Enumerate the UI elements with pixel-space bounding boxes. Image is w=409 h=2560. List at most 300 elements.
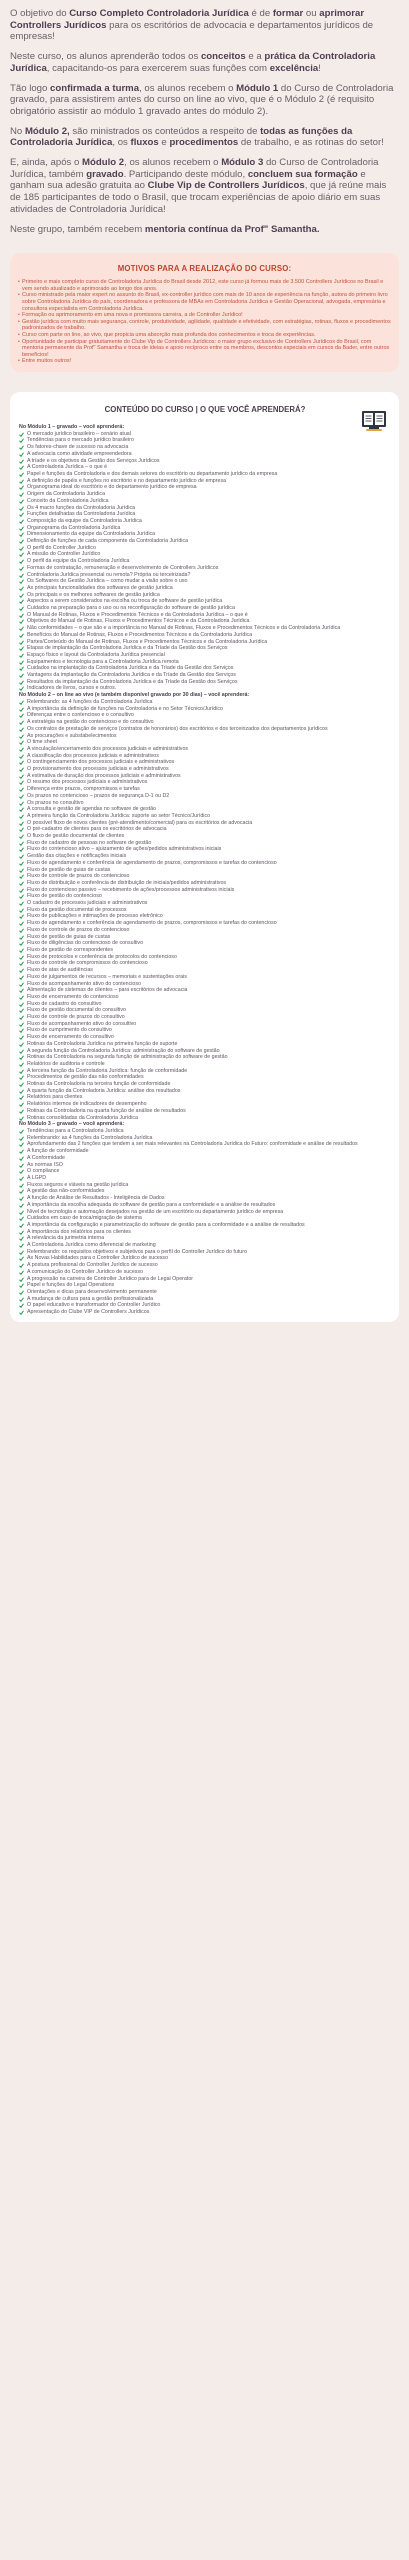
topic-item [19, 853, 391, 860]
topic-item [19, 1168, 391, 1175]
topic-item [19, 1249, 391, 1256]
topic-label: Etapas de implantação da Controladoria Jurídica e da Tríade da Gestão dos Serviços [27, 645, 228, 652]
check-icon [19, 854, 24, 859]
topic-item [19, 464, 391, 471]
topic-item [19, 478, 391, 485]
check-icon [19, 941, 24, 946]
topic-label: Fluxo de gestão de correspondentes [27, 947, 113, 953]
topic-label: Fluxo de encerramento do contencioso [27, 993, 119, 1000]
check-icon [19, 928, 24, 933]
topic-label: A Controladoria Jurídica como diferencial de marketing [27, 1242, 156, 1249]
topic-label: Fluxo de controle de prazos do contencioso [27, 873, 130, 880]
topic-item [19, 1094, 391, 1101]
topic-item [19, 746, 391, 753]
topic-label: A LGPD [27, 1175, 47, 1181]
topic-label: A segunda função da Controladoria Jurídica: administração do software de gestão [27, 1047, 220, 1054]
topic-label: A comunicação do Controller Jurídico de sucesso [27, 1268, 144, 1275]
book-icon [361, 410, 387, 432]
check-icon [19, 1129, 24, 1134]
topic-label: O compliance [27, 1168, 60, 1175]
topic-item [19, 967, 391, 974]
check-icon [19, 1183, 24, 1188]
intro-emphasis: formar [272, 8, 304, 19]
topic-item [19, 652, 391, 659]
intro-emphasis: Módulo 1 [236, 82, 279, 94]
check-icon [19, 485, 24, 490]
topic-label: Fluxo de cadastro do consultivo [27, 1000, 102, 1007]
check-icon [19, 640, 24, 645]
topic-label: Fluxo de acompanhamento ativo do contencioso [27, 980, 141, 987]
topic-item [19, 1242, 391, 1249]
topic-item [19, 1202, 391, 1209]
check-icon [19, 599, 24, 604]
intro-emphasis: prática da Controladoria Jurídica [10, 51, 376, 74]
check-icon [19, 459, 24, 464]
topic-item [19, 639, 391, 646]
topic-label: Tendências para o mercado jurídico brasileiro [27, 437, 134, 444]
topic-label: O perfil da equipe da Controladoria Jurídica [27, 558, 130, 565]
topic-item [19, 873, 391, 880]
check-icon [19, 1156, 24, 1161]
topic-label: Funções detalhadas da Controladoria Jurídica [27, 511, 136, 518]
topic-label: Os principais e os melhores softwares de gestão jurídica [27, 591, 160, 598]
topic-label: A importância dos relatórios para os clientes [27, 1228, 131, 1235]
topic-label: Relatórios para clientes [27, 1094, 83, 1101]
topic-item [19, 592, 391, 599]
topic-label: Fluxo de controle de prazos do consultivo [27, 1014, 125, 1021]
check-icon [19, 935, 24, 940]
topic-label: A terceira função da Controladoria Jurídica: função de conformidade [27, 1067, 188, 1074]
topic-label: As principais funcionalidades dos softwares de gestão jurídica [27, 584, 173, 591]
check-icon [19, 827, 24, 832]
topic-item [19, 598, 391, 605]
check-icon [19, 1250, 24, 1255]
check-icon [19, 579, 24, 584]
check-icon [19, 573, 24, 578]
topic-label: Fluxo de cadastro de pessoas no software de gestão [27, 839, 152, 846]
check-icon [19, 653, 24, 658]
topic-label: O resumo dos processos judiciais e administrativos [27, 779, 148, 786]
check-icon [19, 646, 24, 651]
topic-label: Cuidados na preparação para o uso ou na reconfiguração do software de gestão jurídica [27, 605, 235, 612]
intro-text: Neste curso, os alunos aprenderão todos os [10, 51, 201, 63]
topic-item [19, 431, 391, 438]
topic-label: Procedimentos de gestão das não conformidades [27, 1074, 144, 1081]
check-icon [19, 432, 24, 437]
topic-label: Relatórios internos de indicadores de desempenho [27, 1101, 147, 1108]
check-icon [19, 1310, 24, 1315]
check-icon [19, 713, 24, 718]
topic-item [19, 1255, 391, 1262]
topic-item [19, 625, 391, 632]
check-icon [19, 780, 24, 785]
check-icon [19, 861, 24, 866]
check-icon [19, 874, 24, 879]
check-icon [19, 894, 24, 899]
topic-item [19, 1141, 391, 1148]
topic-item [19, 1215, 391, 1222]
topic-label: Organograma da Controladoria Jurídica [27, 524, 121, 531]
topic-label: A gestão das não-conformidades [27, 1188, 105, 1195]
topic-item [19, 1081, 391, 1088]
check-icon [19, 1055, 24, 1060]
topic-item [19, 779, 391, 786]
intro-emphasis: concluem sua formação [247, 168, 358, 180]
topic-item [19, 1014, 391, 1021]
intro-text: E, ainda, após o [10, 157, 83, 169]
topic-label: Vantagens da implantação da Controladoria Jurídica e da Tríade da Gestão dos Serviços [27, 672, 236, 679]
topic-label: Fluxo do contencioso ativo – ajuizamento de ações/pedidos administrativos iniciais [27, 846, 222, 853]
topic-label: Fluxo de publicações e intimações de processo eletrônico [27, 913, 163, 920]
module-heading: No Módulo 2 – on line ao vivo (e também disponível gravado por 30 dias) – você aprenderá: [19, 692, 250, 699]
check-icon [19, 452, 24, 457]
check-icon [19, 438, 24, 443]
topic-label: Fluxo de agendamento e conferência de agendamento de prazos, compromissos e tarefas do contencioso [27, 859, 277, 866]
topic-label: Os contratos de prestação de serviços (contratos de honorários) dos escritórios e dos terceirizados dos departamentos jurídicos [27, 725, 328, 732]
topic-item [19, 960, 391, 967]
intro-emphasis: gravado [86, 168, 124, 180]
topic-item [19, 551, 391, 558]
intro-paragraph [10, 8, 399, 43]
topic-label: A importância da escolha adequada do software de gestão para a conformidade e a análise de resultados [27, 1201, 276, 1208]
topic-label: A progressão na carreira de Controller Jurídico para de Legal Operator [27, 1275, 194, 1282]
check-icon [19, 948, 24, 953]
topic-label: Os prazos no consultivo [27, 799, 84, 806]
check-icon [19, 526, 24, 531]
topic-item [19, 1229, 391, 1236]
topic-label: Alimentação de sistemas de clientes – para escritórios de advocacia [27, 987, 188, 994]
intro-paragraph [10, 224, 399, 236]
topic-item [19, 840, 391, 847]
topic-item [19, 538, 391, 545]
topic-label: Conceito da Controladoria Jurídica [27, 497, 109, 504]
topic-item [19, 1148, 391, 1155]
intro-text: No [10, 125, 25, 137]
check-icon [19, 707, 24, 712]
topic-label: Os fatores-chave de sucesso na advocacia [27, 444, 129, 451]
topic-label: Formas de contratação, remuneração e desenvolvimento de Controllers Jurídicos [27, 564, 219, 571]
topic-item [19, 498, 391, 505]
motivo-item: • Oportunidade de participar gratuitamente do Clube Vip de Controllers Jurídicos: o maior grupo exclusivo de Controllers Jurídicos do Brasil, com mentoria permanente da Prof" Samantha e troca de ideias e apoio recíproco entre os membros, descontos especiais em cursos da Bader, entre outros benefícios! [18, 339, 391, 359]
check-icon [19, 1109, 24, 1114]
topic-label: Rotinas da Controladoria Jurídica na primeira função de suporte [27, 1040, 178, 1047]
check-icon [19, 1163, 24, 1168]
motivo-item: • Formação ou aprimoramento em uma nova e promissora carreira, a de Controller Jurídico! [18, 312, 391, 319]
topic-item [19, 1276, 391, 1283]
check-icon [19, 1089, 24, 1094]
topic-label: As normas ISO [27, 1161, 63, 1168]
check-icon [19, 519, 24, 524]
check-icon [19, 1082, 24, 1087]
motivo-item: • Curso ministrado pela maior expert no assunto do Brasil, ex-controller jurídico com mais de 10 anos de experiência na função, autora do primeiro livro sobre Controladoria Jurídica do país, coordenadora e professora de MBAs em Controladoria Jurídica e Gestão Operacional, advogada, empresária e consultora especialista em Controladoria Jurídica. [18, 292, 391, 312]
topic-label: Fluxo de gestão documental do consultivo [27, 1007, 126, 1014]
check-icon [19, 1169, 24, 1174]
topic-label: O time sheet [27, 739, 58, 746]
topic-label: O papel educativo e transformador do Controller Jurídico [27, 1302, 161, 1309]
intro-emphasis: todas as funções da Controladoria Jurídica [10, 125, 353, 149]
check-icon [19, 787, 24, 792]
topic-item [19, 800, 391, 807]
topic-label: Fluxo de distribuição e conferência de distribuição de iniciais/pedidos administrativos [27, 879, 227, 886]
topic-label: A primeira função da Controladoria Jurídica: suporte ao setor Técnico/Jurídico [27, 812, 211, 819]
check-icon [19, 908, 24, 913]
motivo-item: • Gestão jurídica com muito mais segurança, controle, produtividade, agilidade, qualidade e efetividade, com estratégias, rotinas, fluxos e procedimentos padronizados de trabalho. [18, 319, 391, 332]
check-icon [19, 539, 24, 544]
topic-item [19, 518, 391, 525]
topic-label: As procurações e substabelecimentos [27, 732, 117, 739]
check-icon [19, 445, 24, 450]
topic-item [19, 994, 391, 1001]
intro-emphasis: confirmada a turma [50, 82, 140, 94]
modules-list [19, 424, 391, 1316]
topic-item [19, 632, 391, 639]
topic-label: Fluxo de agendamento e conferência de agendamento de prazos, compromissos e tarefas do contencioso [27, 920, 277, 927]
topic-item [19, 645, 391, 652]
topic-label: O pré-cadastro de clientes para os escritórios de advocacia [27, 826, 167, 833]
check-icon [19, 1203, 24, 1208]
topic-label: Diferença entre prazos, compromissos e tarefas [27, 786, 140, 793]
topic-label: A função de conformidade [27, 1148, 89, 1155]
topic-label: Aspectos a serem considerados na escolha ou troca de software de gestão jurídica [27, 598, 223, 605]
topic-item [19, 679, 391, 686]
intro-emphasis: Módulo 2 [82, 157, 125, 169]
topic-label: A missão do Controller Jurídico [27, 551, 101, 558]
topic-item [19, 880, 391, 887]
topic-item [19, 806, 391, 813]
check-icon [19, 479, 24, 484]
check-icon [19, 961, 24, 966]
motivo-item: • Curso com parte on line, ao vivo, que propicia uma absorção mais profunda dos conhecimentos e troca de experiências. [18, 332, 391, 339]
check-icon [19, 619, 24, 624]
topic-item [19, 525, 391, 532]
check-icon [19, 1176, 24, 1181]
intro-text: são ministrados os conteúdos a respeito de [69, 125, 261, 137]
topic-item [19, 920, 391, 927]
topic-label: Relembrando: as 4 funções da Controladoria Jurídica [27, 698, 153, 705]
topic-item [19, 699, 391, 706]
check-icon [19, 1042, 24, 1047]
topic-item [19, 585, 391, 592]
check-icon [19, 1256, 24, 1261]
topic-label: O cadastro de processos judiciais e administrativos [27, 900, 148, 907]
topic-item [19, 887, 391, 894]
topic-item [19, 1034, 391, 1041]
topic-item [19, 712, 391, 719]
topic-label: A Conformidade [27, 1154, 65, 1161]
topic-item [19, 1289, 391, 1296]
topic-item [19, 900, 391, 907]
intro-text: Tão logo [10, 82, 51, 94]
topic-item [19, 833, 391, 840]
intro-section [0, 0, 409, 247]
intro-paragraph [10, 157, 399, 216]
topic-label: Fluxo da gestão documental de processos [27, 906, 127, 913]
check-icon [19, 914, 24, 919]
topic-label: Cuidados em caso de troca/migração de sistema [27, 1215, 142, 1222]
check-icon [19, 593, 24, 598]
intro-emphasis: mentoria contínua da Prof" Samantha. [144, 223, 320, 235]
check-icon [19, 1216, 24, 1221]
topic-item [19, 860, 391, 867]
check-icon [19, 1142, 24, 1147]
intro-emphasis: Módulo 2, [24, 125, 70, 137]
check-icon [19, 747, 24, 752]
topic-label: A consulta e gestão de agendas no software de gestão [27, 806, 156, 813]
topic-item [19, 934, 391, 941]
topic-item [19, 612, 391, 619]
intro-paragraph [10, 126, 399, 149]
topic-label: Dimensionamento da equipe da Controladoria Jurídica [27, 531, 156, 538]
intro-text: é de [248, 8, 273, 19]
topic-item [19, 491, 391, 498]
check-icon [19, 1015, 24, 1020]
intro-text: e a [245, 51, 265, 63]
topic-item [19, 1175, 391, 1182]
topic-item [19, 1128, 391, 1135]
topic-item [19, 471, 391, 478]
check-icon [19, 1263, 24, 1268]
topic-item [19, 813, 391, 820]
motivos-card [10, 253, 399, 372]
topic-label: Fluxo de diligências do contencioso de consultivo [27, 940, 144, 947]
topic-item [19, 558, 391, 565]
topic-label: Organograma ideal do escritório e do departamento jurídico de empresa [27, 484, 197, 491]
topic-item [19, 826, 391, 833]
topic-label: Espaço físico e layout da Controladoria Jurídica presencial [27, 651, 165, 658]
check-icon [19, 566, 24, 571]
intro-text: , os alunos recebem o [124, 157, 222, 169]
topic-item [19, 726, 391, 733]
check-icon [19, 512, 24, 517]
topic-label: Composição da equipe da Controladoria Jurídica [27, 517, 142, 524]
topic-label: As Novas Habilidades para o Controller Jurídico de sucesso [27, 1255, 169, 1262]
check-icon [19, 1102, 24, 1107]
check-icon [19, 1095, 24, 1100]
check-icon [19, 767, 24, 772]
topic-item [19, 451, 391, 458]
check-icon [19, 801, 24, 806]
topic-item [19, 786, 391, 793]
topic-item [19, 1262, 391, 1269]
check-icon [19, 465, 24, 470]
check-icon [19, 1022, 24, 1027]
intro-emphasis: procedimentos [169, 137, 239, 149]
topic-item [19, 458, 391, 465]
topic-label: A relevância da jurimetria interna [27, 1235, 105, 1242]
topic-item [19, 1074, 391, 1081]
topic-item [19, 1302, 391, 1309]
topic-item [19, 484, 391, 491]
topic-label: Fluxo de protocolos e conferência de protocolos do contencioso [27, 953, 177, 960]
motivos-list [18, 279, 391, 365]
intro-text: Neste grupo, também recebem [10, 223, 145, 235]
topic-item [19, 1162, 391, 1169]
check-icon [19, 760, 24, 765]
topic-item [19, 578, 391, 585]
topic-label: O provisionamento dos processos judiciais e administrativos [27, 766, 169, 773]
topic-item [19, 1209, 391, 1216]
check-icon [19, 499, 24, 504]
topic-label: Fluxo de atas de audiências [27, 967, 93, 974]
intro-text: e ganham sua adesão gratuita ao [10, 168, 366, 192]
check-icon [19, 586, 24, 591]
topic-item [19, 505, 391, 512]
topic-item [19, 545, 391, 552]
topic-item [19, 739, 391, 746]
check-icon [19, 868, 24, 873]
topic-item [19, 1101, 391, 1108]
check-icon [19, 1277, 24, 1282]
intro-emphasis: conceitos [200, 51, 246, 63]
check-icon [19, 673, 24, 678]
intro-text: do Curso de Controladoria gravado, para assistirem antes do curso on line ao vivo, que é o Módulo 2 (é requisito obrigatório assistir ao módulo 1 gravado antes do módulo 2). [10, 82, 394, 117]
check-icon [19, 774, 24, 779]
topic-item [19, 753, 391, 760]
topic-item [19, 773, 391, 780]
topic-label: Aprofundamento das 2 funções que tendem a ser mais relevantes na Controladoria Jurídica do Futuro: conformidade e análise de resultados [27, 1141, 358, 1148]
check-icon [19, 807, 24, 812]
topic-item [19, 1048, 391, 1055]
check-icon [19, 847, 24, 852]
topic-label: Rotinas da Controladoria na quarta função de análise de resultados [27, 1107, 186, 1114]
intro-emphasis: Curso Completo Controladoria Jurídica [69, 8, 249, 19]
check-icon [19, 472, 24, 477]
topic-item [19, 947, 391, 954]
topic-label: Relembrando: as 4 funções da Controladoria Jurídica [27, 1134, 153, 1141]
topic-item [19, 706, 391, 713]
check-icon [19, 1075, 24, 1080]
check-icon [19, 1008, 24, 1013]
check-icon [19, 532, 24, 537]
topic-label: Fluxo de encerramento do consultivo [27, 1034, 114, 1041]
topic-item [19, 759, 391, 766]
check-icon [19, 660, 24, 665]
check-icon [19, 686, 24, 691]
check-icon [19, 626, 24, 631]
topic-item [19, 1041, 391, 1048]
topic-label: A importância da definição de funções na Controladoria e no Setor Técnico/Jurídico [27, 705, 224, 712]
topic-label: Apresentação do Clube VIP de Controllers Jurídicos [27, 1309, 150, 1316]
check-icon [19, 559, 24, 564]
topic-item [19, 672, 391, 679]
check-icon [19, 1270, 24, 1275]
intro-emphasis: excelência [269, 62, 319, 74]
topic-label: Fluxo de julgamentos de recursos – memoriais e sustentações orais [27, 973, 187, 980]
check-icon [19, 552, 24, 557]
check-icon [19, 834, 24, 839]
check-icon [19, 1210, 24, 1215]
topic-label: A definição de papéis e funções no escritório e no departamento jurídico de empresa [27, 477, 227, 484]
check-icon [19, 700, 24, 705]
topic-label: Relatórios de auditoria e controle [27, 1060, 105, 1067]
topic-item [19, 981, 391, 988]
intro-text: e [158, 137, 170, 149]
topic-item [19, 1309, 391, 1316]
topic-label: A importância da configuração e parametrização do software de gestão para a conformidade e a análise de resultados [27, 1221, 305, 1228]
check-icon [19, 720, 24, 725]
intro-emphasis: Módulo 3 [221, 157, 264, 169]
check-icon [19, 901, 24, 906]
intro-text: ! [318, 62, 321, 74]
topic-item [19, 940, 391, 947]
intro-emphasis: Clube Vip de Controllers Jurídicos [147, 180, 305, 192]
topic-item [19, 1061, 391, 1068]
topic-label: Controladoria Jurídica presencial ou remota? Própria ou terceirizada? [27, 571, 191, 578]
topic-label: Fluxo do contencioso passivo – recebimento de ações/processos administrativos iniciais [27, 886, 235, 893]
check-icon [19, 1196, 24, 1201]
topic-label: A função de Análise de Resultados - Inteligência de Dados [27, 1195, 165, 1202]
topic-item [19, 913, 391, 920]
